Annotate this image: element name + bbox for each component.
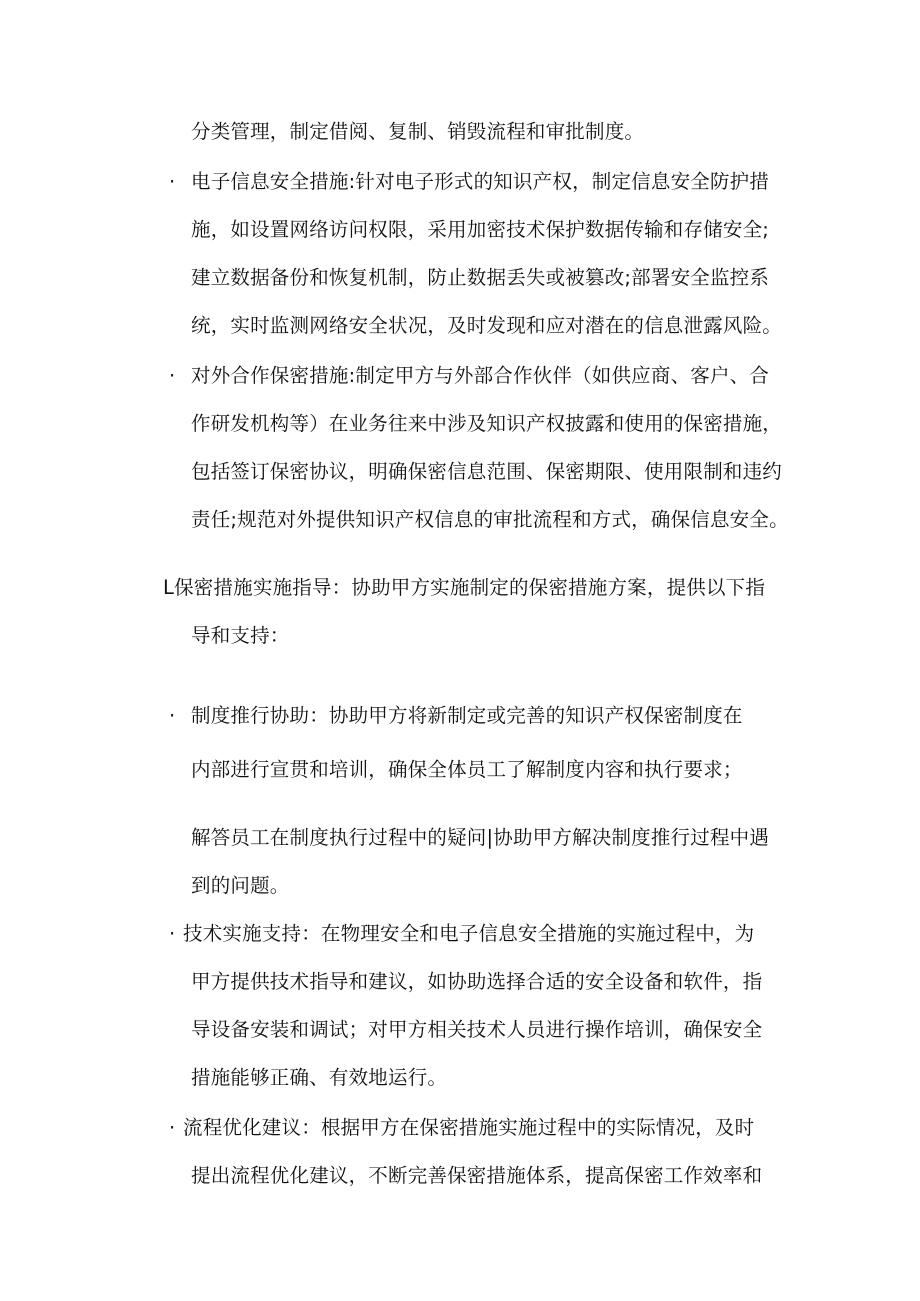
bullet-marker: · xyxy=(169,1116,176,1139)
section-heading-line: L保密措施实施指导：协助甲方实施制定的保密措施方案，提供以下指 xyxy=(163,576,766,599)
text-line: 到的问题。 xyxy=(191,874,290,897)
bullet-marker: · xyxy=(169,704,176,727)
text-line: 对外合作保密措施:制定甲方与外部合作伙伴（如供应商、客户、合 xyxy=(191,364,770,387)
text-line: 作研发机构等）在业务往来中涉及知识产权披露和使用的保密措施， xyxy=(191,412,783,435)
text-line: 包括签订保密协议，明确保密信息范围、保密期限、使用限制和违约 xyxy=(191,460,783,483)
bullet-marker: · xyxy=(169,364,176,387)
text-line: 内部进行宣贯和培训，确保全体员工了解制度内容和执行要求； xyxy=(191,758,743,781)
text-line: 电子信息安全措施:针对电子形式的知识产权，制定信息安全防护措 xyxy=(191,170,770,193)
text-line: 制度推行协助：协助甲方将新制定或完善的知识产权保密制度在 xyxy=(191,704,743,727)
text-line: 解答员工在制度执行过程中的疑问|协助甲方解决制度推行过程中遇 xyxy=(191,826,770,849)
text-line: 流程优化建议：根据甲方在保密措施实施过程中的实际情况，及时 xyxy=(183,1116,755,1139)
text-line: 甲方提供技术指导和建议，如协助选择合适的安全设备和软件，指 xyxy=(191,970,763,993)
bullet-marker: · xyxy=(169,922,176,945)
text-line: 责任;规范对外提供知识产权信息的审批流程和方式，确保信息安全。 xyxy=(191,508,789,531)
text-line: 提出流程优化建议，不断完善保密措施体系，提高保密工作效率和 xyxy=(191,1164,763,1187)
text-line: 导设备安装和调试；对甲方相关技术人员进行操作培训，确保安全 xyxy=(191,1018,763,1041)
text-line: 建立数据备份和恢复机制，防止数据丢失或被篡改;部署安全监控系 xyxy=(191,266,770,289)
text-line: 措施能够正确、有效地运行。 xyxy=(191,1066,448,1089)
text-line: 导和支持： xyxy=(191,624,290,647)
text-line: 施，如设置网络访问权限，采用加密技术保护数据传输和存储安全; xyxy=(191,218,770,241)
text-line: 分类管理，制定借阅、复制、销毁流程和审批制度。 xyxy=(191,120,645,143)
text-line: 统，实时监测网络安全状况，及时发现和应对潜在的信息泄露风险。 xyxy=(191,314,783,337)
text-line: 技术实施支持：在物理安全和电子信息安全措施的实施过程中，为 xyxy=(183,922,755,945)
bullet-marker: · xyxy=(169,170,176,193)
